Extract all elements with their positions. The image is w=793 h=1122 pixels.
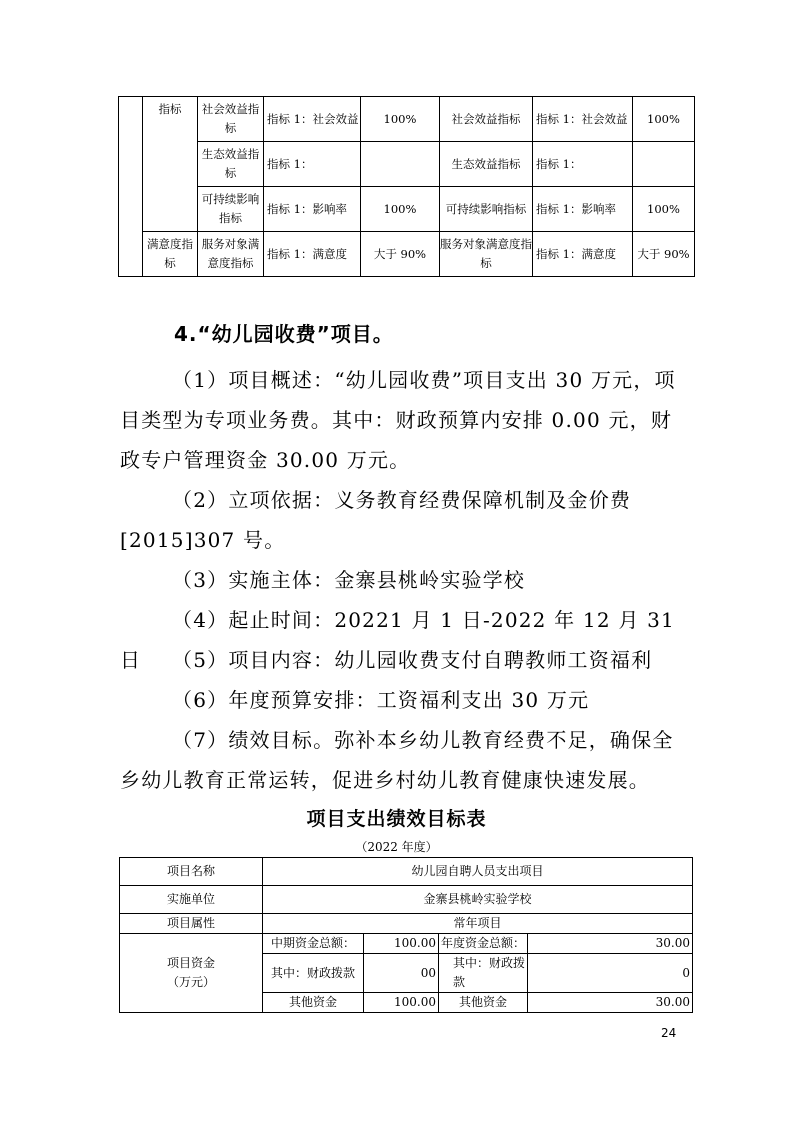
table-row (120, 858, 693, 886)
indicator-value: 100% (361, 187, 440, 232)
year-other-value: 30.00 (528, 993, 693, 1013)
project-name-value: 幼儿园自聘人员支出项目 (263, 858, 693, 886)
project-fund-label: 项目资金（万元） (120, 934, 263, 1013)
indicator-value: 100% (633, 97, 695, 142)
project-attribute-value: 常年项目 (263, 914, 693, 934)
indicator-detail: 指标 1：社会效益 (533, 97, 633, 142)
indicator-value: 100% (361, 97, 440, 142)
section-heading: 4.“幼儿园收费”项目。 (174, 322, 394, 346)
performance-indicator-table-top (118, 96, 695, 277)
paragraph-text: （3）实施主体：金寨县桃岭实验学校 (172, 568, 526, 592)
paragraph-budget (120, 680, 680, 720)
indicator-detail: 指标 1： (533, 142, 633, 187)
mid-total-value: 100.00 (364, 934, 439, 954)
year-total-label: 年度资金总额： (439, 934, 528, 954)
table-title: 项目支出绩效目标表 (306, 808, 487, 830)
mid-other-value: 100.00 (364, 993, 439, 1013)
paragraph-basis (120, 480, 680, 560)
indicator-detail: 指标 1：社会效益 (264, 97, 361, 142)
indicator-name: 生态效益指标 (440, 142, 533, 187)
mid-total-label: 中期资金总额： (263, 934, 364, 954)
paragraph-text: （7）绩效目标。弥补本乡幼儿教育经费不足，确保全乡幼儿教育正常运转，促进乡村幼儿教育健康快速发展。 (120, 728, 674, 792)
paragraph-text: （1）项目概述：“幼儿园收费”项目支出 30 万元，项目类型为专项业务费。其中：财政预算内安排 0.00 元，财政专户管理资金 30.00 万元。 (120, 368, 676, 472)
implementing-unit-value: 金寨县桃岭实验学校 (263, 886, 693, 914)
indicator-category: 指标 (143, 97, 198, 232)
mid-fiscal-value: 00 (364, 954, 439, 993)
indicator-category: 满意度指标 (143, 232, 198, 277)
paragraph-text: （5）项目内容：幼儿园收费支付自聘教师工资福利 (172, 648, 653, 672)
paragraph-overview (120, 360, 680, 480)
indicator-value (361, 142, 440, 187)
table-row (119, 97, 695, 142)
table-row (119, 142, 695, 187)
year-fiscal-value: 0 (528, 954, 693, 993)
table-row (120, 886, 693, 914)
paragraph-text: （6）年度预算安排：工资福利支出 30 万元 (172, 688, 590, 712)
indicator-detail: 指标 1：影响率 (264, 187, 361, 232)
indicator-value (633, 142, 695, 187)
year-other-label: 其他资金 (439, 993, 528, 1013)
paragraph-subject (120, 560, 680, 600)
year-fiscal-label: 其中：财政拨款 (439, 954, 528, 993)
indicator-detail: 指标 1： (264, 142, 361, 187)
table-cell (119, 97, 143, 277)
project-name-label: 项目名称 (120, 858, 263, 886)
table-row (120, 934, 693, 954)
indicator-detail: 指标 1：影响率 (533, 187, 633, 232)
paragraph-text: （4）起止时间：20221 月 1 日-2022 年 12 月 31 日 (120, 608, 675, 672)
indicator-name: 社会效益指标 (198, 97, 264, 142)
indicator-detail: 指标 1：满意度 (264, 232, 361, 277)
project-expenditure-table (119, 857, 693, 1013)
table-year: （2022 年度） (355, 840, 438, 854)
indicator-value: 大于 90% (361, 232, 440, 277)
indicator-name: 可持续影响指标 (440, 187, 533, 232)
project-attribute-label: 项目属性 (120, 914, 263, 934)
indicator-value: 100% (633, 187, 695, 232)
indicator-name: 社会效益指标 (440, 97, 533, 142)
mid-fiscal-label: 其中：财政拨款 (263, 954, 364, 993)
mid-other-label: 其他资金 (263, 993, 364, 1013)
indicator-name: 生态效益指标 (198, 142, 264, 187)
indicator-name: 可持续影响指标 (198, 187, 264, 232)
table-row (119, 232, 695, 277)
paragraph-goal (120, 720, 680, 800)
indicator-name: 服务对象满意度指标 (440, 232, 533, 277)
indicator-value: 大于 90% (633, 232, 695, 277)
indicator-detail: 指标 1：满意度 (533, 232, 633, 277)
paragraph-text: （2）立项依据：义务教育经费保障机制及金价费[2015]307 号。 (120, 488, 632, 552)
table-row (119, 187, 695, 232)
table-row (120, 914, 693, 934)
page-number: 24 (661, 1026, 677, 1040)
paragraph-content (120, 640, 680, 680)
year-total-value: 30.00 (528, 934, 693, 954)
implementing-unit-label: 实施单位 (120, 886, 263, 914)
indicator-name: 服务对象满意度指标 (198, 232, 264, 277)
